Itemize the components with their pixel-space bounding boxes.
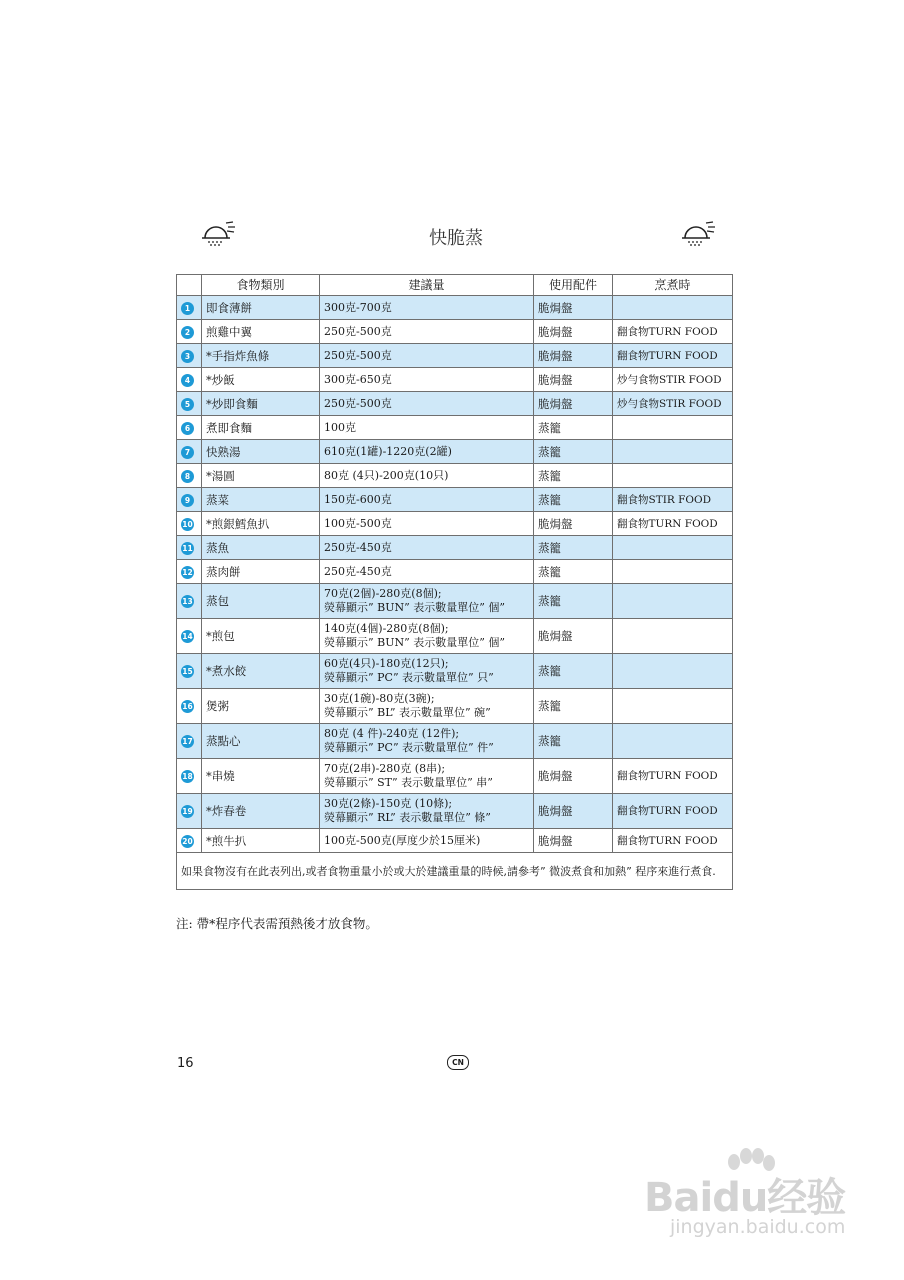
row-number-badge: 1 xyxy=(181,302,194,315)
column-header: 使用配件 xyxy=(534,275,613,296)
amount-line: 熒幕顯示” BUN” 表示數量單位” 個” xyxy=(324,601,505,614)
amount-cell xyxy=(320,512,534,536)
food-cell: *串燒 xyxy=(202,759,320,794)
table-row xyxy=(177,689,733,724)
table-row xyxy=(177,654,733,689)
table-row xyxy=(177,512,733,536)
table-row xyxy=(177,392,733,416)
table-row xyxy=(177,416,733,440)
amount-line: 250克-500克 xyxy=(324,324,392,338)
amount-line: 30克(2條)-150克 (10條); xyxy=(324,797,453,810)
row-number-badge: 3 xyxy=(181,350,194,363)
amount-cell xyxy=(320,829,534,853)
action-cell: 炒勻食物STIR FOOD xyxy=(613,368,733,392)
language-badge: CN xyxy=(447,1055,469,1070)
row-number-badge: 12 xyxy=(182,567,193,577)
amount-line: 100克 xyxy=(324,420,356,434)
accessory-cell: 脆焗盤 xyxy=(534,296,613,320)
amount-cell xyxy=(320,392,534,416)
amount-line: 100克-500克(厚度少於15厘米) xyxy=(324,833,481,847)
row-number-cell xyxy=(177,416,202,440)
amount-line: 250克-450克 xyxy=(324,540,392,554)
accessory-cell: 蒸籠 xyxy=(534,724,613,759)
accessory-cell: 脆焗盤 xyxy=(534,392,613,416)
action-cell xyxy=(613,689,733,724)
food-cell: *炒飯 xyxy=(202,368,320,392)
food-cell: *手指炸魚條 xyxy=(202,344,320,368)
amount-line: 熒幕顯示” ST” 表示數量單位” 串” xyxy=(324,776,493,789)
row-number-badge: 2 xyxy=(181,326,194,339)
row-number-badge: 13 xyxy=(182,597,193,607)
amount-cell xyxy=(320,724,534,759)
accessory-cell: 蒸籠 xyxy=(534,416,613,440)
amount-line: 140克(4個)-280克(8個); xyxy=(324,622,449,635)
row-number-cell xyxy=(177,724,202,759)
watermark-logo: Baidu经验 xyxy=(644,1175,846,1221)
row-number-badge: 18 xyxy=(182,772,193,782)
table-row xyxy=(177,724,733,759)
row-number-cell xyxy=(177,296,202,320)
amount-line: 250克-500克 xyxy=(324,348,392,362)
action-cell: 翻食物TURN FOOD xyxy=(613,512,733,536)
action-cell xyxy=(613,654,733,689)
row-number-badge: 10 xyxy=(182,519,193,529)
amount-line: 70克(2個)-280克(8個); xyxy=(324,587,442,600)
table-row xyxy=(177,536,733,560)
amount-line: 70克(2串)-280克 (8串); xyxy=(324,762,446,775)
row-number-cell xyxy=(177,344,202,368)
action-cell xyxy=(613,536,733,560)
table-row xyxy=(177,619,733,654)
row-number-badge: 6 xyxy=(181,422,194,435)
row-number-badge: 7 xyxy=(181,446,194,459)
cooking-table xyxy=(176,274,733,890)
row-number-badge: 16 xyxy=(182,702,193,712)
action-cell: 翻食物STIR FOOD xyxy=(613,488,733,512)
amount-cell xyxy=(320,464,534,488)
accessory-cell: 脆焗盤 xyxy=(534,794,613,829)
amount-cell xyxy=(320,689,534,724)
amount-line: 150克-600克 xyxy=(324,492,392,506)
table-row xyxy=(177,464,733,488)
accessory-cell: 蒸籠 xyxy=(534,536,613,560)
food-cell: 快熟湯 xyxy=(202,440,320,464)
row-number-badge: 9 xyxy=(181,494,194,507)
row-number-badge: 20 xyxy=(182,836,193,846)
table-row xyxy=(177,584,733,619)
action-cell xyxy=(613,440,733,464)
amount-line: 300克-650克 xyxy=(324,372,392,386)
amount-cell xyxy=(320,416,534,440)
row-number-cell xyxy=(177,392,202,416)
food-cell: *炸春卷 xyxy=(202,794,320,829)
row-number-cell xyxy=(177,829,202,853)
amount-line: 300克-700克 xyxy=(324,300,392,314)
amount-cell xyxy=(320,619,534,654)
row-number-cell xyxy=(177,759,202,794)
accessory-cell: 脆焗盤 xyxy=(534,512,613,536)
amount-line: 熒幕顯示” BL” 表示數量單位” 碗” xyxy=(324,706,491,719)
row-number-badge: 17 xyxy=(182,737,193,747)
accessory-cell: 脆焗盤 xyxy=(534,344,613,368)
action-cell: 翻食物TURN FOOD xyxy=(613,344,733,368)
action-cell xyxy=(613,724,733,759)
table-row xyxy=(177,794,733,829)
amount-cell xyxy=(320,488,534,512)
amount-line: 100克-500克 xyxy=(324,516,392,530)
food-cell: 即食薄餅 xyxy=(202,296,320,320)
row-number-cell xyxy=(177,689,202,724)
row-number-cell xyxy=(177,584,202,619)
table-row xyxy=(177,829,733,853)
row-number-cell xyxy=(177,654,202,689)
food-cell: *煎包 xyxy=(202,619,320,654)
food-cell: 煲粥 xyxy=(202,689,320,724)
accessory-cell: 蒸籠 xyxy=(534,654,613,689)
preheat-note: 注: 帶*程序代表需預熱後才放食物。 xyxy=(176,916,378,931)
amount-cell xyxy=(320,794,534,829)
header xyxy=(196,214,716,258)
table-row xyxy=(177,296,733,320)
row-number-cell xyxy=(177,464,202,488)
accessory-cell: 蒸籠 xyxy=(534,560,613,584)
food-cell: 煮即食麵 xyxy=(202,416,320,440)
amount-cell xyxy=(320,344,534,368)
watermark-url: jingyan.baidu.com xyxy=(670,1216,846,1238)
food-cell: *湯圓 xyxy=(202,464,320,488)
row-number-cell xyxy=(177,368,202,392)
row-number-badge: 15 xyxy=(182,667,193,677)
accessory-cell: 脆焗盤 xyxy=(534,829,613,853)
food-cell: 蒸肉餅 xyxy=(202,560,320,584)
column-header: 食物類別 xyxy=(202,275,320,296)
amount-cell xyxy=(320,560,534,584)
table-footnote: 如果食物沒有在此表列出,或者食物重量小於或大於建議重量的時候,請參考” 微波煮食和加熱” 程序來進行煮食. xyxy=(177,853,733,890)
row-number-badge: 8 xyxy=(181,470,194,483)
table-row xyxy=(177,560,733,584)
action-cell xyxy=(613,296,733,320)
row-number-cell xyxy=(177,440,202,464)
row-number-badge: 11 xyxy=(182,543,193,553)
accessory-cell: 脆焗盤 xyxy=(534,619,613,654)
action-cell xyxy=(613,584,733,619)
accessory-cell: 脆焗盤 xyxy=(534,320,613,344)
row-number-cell xyxy=(177,512,202,536)
action-cell: 翻食物TURN FOOD xyxy=(613,320,733,344)
food-cell: *炒即食麵 xyxy=(202,392,320,416)
row-number-cell xyxy=(177,619,202,654)
amount-cell xyxy=(320,654,534,689)
food-cell: *煎牛扒 xyxy=(202,829,320,853)
crisp-steam-icon xyxy=(676,214,716,254)
action-cell xyxy=(613,560,733,584)
amount-line: 熒幕顯示” PC” 表示數量單位” 只” xyxy=(324,671,494,684)
row-number-badge: 19 xyxy=(182,807,193,817)
row-number-cell xyxy=(177,488,202,512)
table-row xyxy=(177,320,733,344)
accessory-cell: 蒸籠 xyxy=(534,464,613,488)
amount-cell xyxy=(320,440,534,464)
action-cell xyxy=(613,416,733,440)
food-cell: 蒸魚 xyxy=(202,536,320,560)
action-cell: 翻食物TURN FOOD xyxy=(613,794,733,829)
amount-cell xyxy=(320,759,534,794)
row-number-cell xyxy=(177,794,202,829)
page-title: 快脆蒸 xyxy=(429,228,483,249)
watermark xyxy=(640,1148,880,1248)
amount-line: 熒幕顯示” PC” 表示數量單位” 件” xyxy=(324,741,494,754)
action-cell xyxy=(613,464,733,488)
accessory-cell: 脆焗盤 xyxy=(534,759,613,794)
accessory-cell: 蒸籠 xyxy=(534,488,613,512)
page-number: 16 xyxy=(177,1056,194,1071)
row-number-badge: 5 xyxy=(181,398,194,411)
amount-cell xyxy=(320,320,534,344)
action-cell: 翻食物TURN FOOD xyxy=(613,829,733,853)
table-row xyxy=(177,344,733,368)
accessory-cell: 脆焗盤 xyxy=(534,368,613,392)
row-number-cell xyxy=(177,560,202,584)
table-row xyxy=(177,488,733,512)
amount-line: 250克-500克 xyxy=(324,396,392,410)
accessory-cell: 蒸籠 xyxy=(534,584,613,619)
amount-cell xyxy=(320,536,534,560)
table-header-row xyxy=(177,275,733,296)
action-cell: 翻食物TURN FOOD xyxy=(613,759,733,794)
amount-line: 熒幕顯示” BUN” 表示數量單位” 個” xyxy=(324,636,505,649)
amount-cell xyxy=(320,368,534,392)
amount-line: 80克 (4 件)-240克 (12件); xyxy=(324,727,460,740)
food-cell: *煎銀鱈魚扒 xyxy=(202,512,320,536)
amount-line: 250克-450克 xyxy=(324,564,392,578)
amount-line: 80克 (4只)-200克(10只) xyxy=(324,468,449,482)
column-header xyxy=(177,275,202,296)
column-header: 建議量 xyxy=(320,275,534,296)
action-cell: 炒勻食物STIR FOOD xyxy=(613,392,733,416)
action-cell xyxy=(613,619,733,654)
food-cell: 蒸點心 xyxy=(202,724,320,759)
row-number-badge: 14 xyxy=(182,632,193,642)
amount-line: 熒幕顯示” RL” 表示數量單位” 條” xyxy=(324,811,491,824)
row-number-cell xyxy=(177,320,202,344)
accessory-cell: 蒸籠 xyxy=(534,689,613,724)
column-header: 烹煮時 xyxy=(613,275,733,296)
table-row xyxy=(177,368,733,392)
table-row xyxy=(177,759,733,794)
row-number-cell xyxy=(177,536,202,560)
food-cell: *煮水餃 xyxy=(202,654,320,689)
food-cell: 蒸包 xyxy=(202,584,320,619)
table-row xyxy=(177,440,733,464)
amount-cell xyxy=(320,296,534,320)
food-cell: 蒸菜 xyxy=(202,488,320,512)
amount-line: 610克(1罐)-1220克(2罐) xyxy=(324,444,452,458)
accessory-cell: 蒸籠 xyxy=(534,440,613,464)
amount-line: 30克(1碗)-80克(3碗); xyxy=(324,692,435,705)
amount-line: 60克(4只)-180克(12只); xyxy=(324,657,449,670)
table-footer-row xyxy=(177,853,733,890)
amount-cell xyxy=(320,584,534,619)
food-cell: 煎雞中翼 xyxy=(202,320,320,344)
row-number-badge: 4 xyxy=(181,374,194,387)
